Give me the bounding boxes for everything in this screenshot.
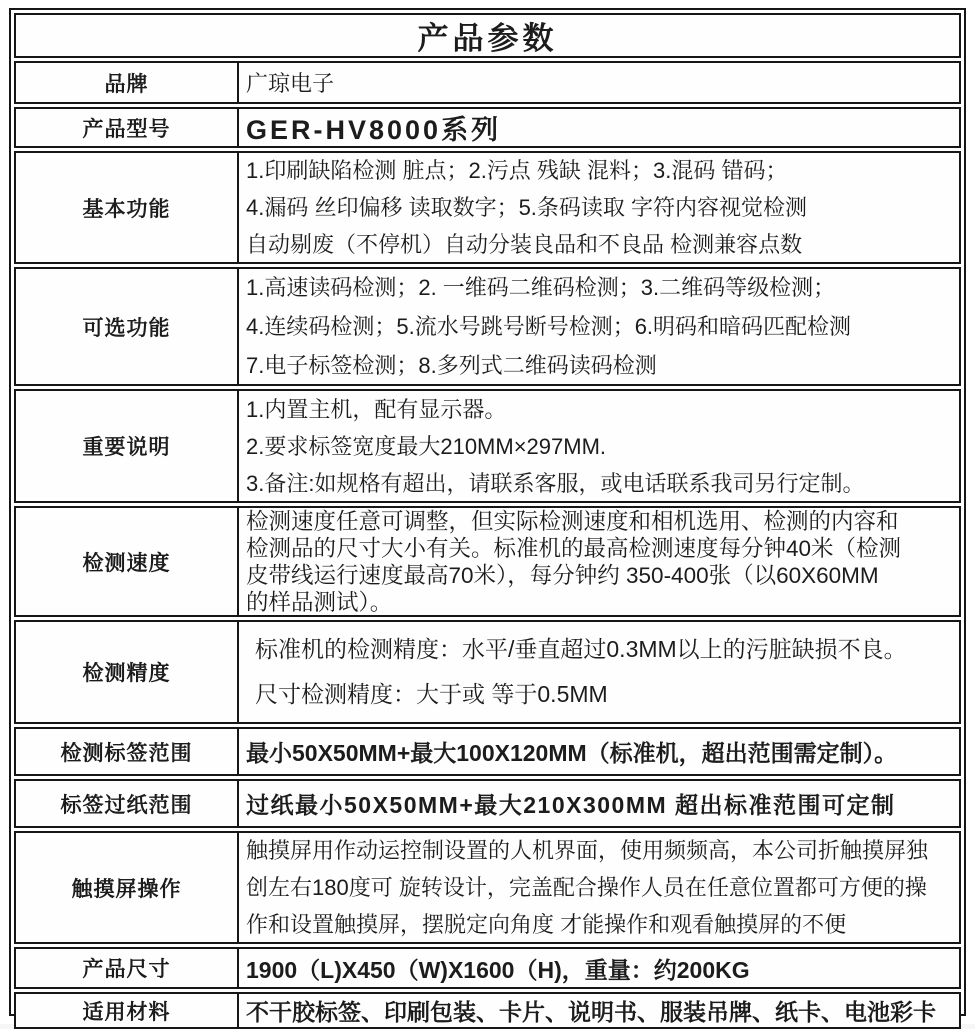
row-applicable-materials — [14, 992, 961, 1029]
row-brand — [14, 61, 961, 104]
row-optional-functions-content — [239, 269, 959, 384]
table-title-row — [14, 13, 961, 58]
row-applicable-materials-label: 适用材料 — [16, 994, 239, 1027]
row-label-detect-range — [14, 727, 961, 776]
row-label-detect-range-content — [239, 729, 959, 774]
row-touchscreen-operation-content — [239, 833, 959, 942]
row-detection-speed-label: 检测速度 — [16, 508, 239, 615]
row-important-notes — [14, 389, 961, 503]
row-paper-pass-range-content — [239, 781, 959, 826]
brand-value: 广琼电子 — [246, 71, 335, 96]
spec-table — [9, 8, 966, 1025]
important-notes-line-2: 2.要求标签宽度最大210MM×297MM. — [246, 433, 607, 459]
row-detection-speed-content — [239, 508, 959, 615]
detection-precision-line-1: 标准机的检测精度：水平/垂直超过0.3MM以上的污脏缺损不良。 — [255, 636, 907, 662]
paper-pass-range-value: 过纸最小50X50MM+最大210X300MM 超出标准范围可定制 — [246, 792, 896, 818]
row-important-notes-label: 重要说明 — [16, 391, 239, 501]
row-detection-precision-label: 检测精度 — [16, 622, 239, 722]
row-touchscreen-operation — [14, 831, 961, 944]
important-notes-line-1: 1.内置主机，配有显示器。 — [246, 396, 507, 422]
row-basic-functions-content — [239, 153, 959, 262]
table-title: 产品参数 — [417, 21, 558, 56]
touchscreen-operation-line-2: 创左右180度可 旋转设计，完盖配合操作人员在任意位置都可方便的操 — [246, 875, 927, 900]
detection-speed-line-2: 检测品的尺寸大小有关。标准机的最高检测速度每分钟40米（检测 — [246, 535, 902, 561]
label-detect-range-value: 最小50X50MM+最大100X120MM（标准机，超出范围需定制）。 — [246, 740, 898, 766]
applicable-materials-value: 不干胶标签、印刷包装、卡片、说明书、服装吊牌、纸卡、电池彩卡 — [246, 999, 936, 1025]
row-brand-content — [239, 63, 959, 102]
row-detection-speed — [14, 506, 961, 617]
optional-functions-line-3: 7.电子标签检测；8.多列式二维码读码检测 — [246, 353, 657, 378]
row-important-notes-content — [239, 391, 959, 501]
basic-functions-line-3: 自动剔废（不停机）自动分装良品和不良品 检测兼容点数 — [246, 232, 803, 257]
row-model-content — [239, 109, 959, 146]
basic-functions-line-1: 1.印刷缺陷检测 脏点；2.污点 残缺 混料；3.混码 错码； — [246, 158, 788, 183]
row-paper-pass-range-label: 标签过纸范围 — [16, 781, 239, 826]
row-optional-functions — [14, 267, 961, 386]
row-touchscreen-operation-label: 触摸屏操作 — [16, 833, 239, 942]
row-model-label: 产品型号 — [16, 109, 239, 146]
row-basic-functions-label: 基本功能 — [16, 153, 239, 262]
important-notes-line-3: 3.备注:如规格有超出，请联系客服，或电话联系我司另行定制。 — [246, 470, 865, 496]
basic-functions-line-2: 4.漏码 丝印偏移 读取数字；5.条码读取 字符内容视觉检测 — [246, 195, 808, 220]
row-brand-label: 品牌 — [16, 63, 239, 102]
row-label-detect-range-label: 检测标签范围 — [16, 729, 239, 774]
model-value: GER-HV8000系列 — [246, 115, 502, 145]
row-paper-pass-range — [14, 779, 961, 828]
product-size-value: 1900（L)X450（W)X1600（H)，重量：约200KG — [246, 956, 750, 983]
row-detection-precision — [14, 620, 961, 724]
row-detection-precision-content — [239, 622, 959, 722]
detection-speed-line-1: 检测速度任意可调整，但实际检测速度和相机选用、检测的内容和 — [246, 508, 899, 534]
row-model — [14, 107, 961, 148]
row-product-size-content — [239, 949, 959, 987]
touchscreen-operation-line-3: 作和设置触摸屏，摆脱定向角度 才能操作和观看触摸屏的不便 — [246, 912, 847, 937]
detection-precision-line-2: 尺寸检测精度：大于或 等于0.5MM — [255, 681, 608, 707]
row-optional-functions-label: 可选功能 — [16, 269, 239, 384]
row-basic-functions — [14, 151, 961, 264]
row-product-size — [14, 947, 961, 989]
row-applicable-materials-content — [239, 994, 959, 1027]
touchscreen-operation-line-1: 触摸屏用作动运控制设置的人机界面，使用频频高，本公司折触摸屏独 — [246, 838, 929, 863]
optional-functions-line-1: 1.高速读码检测；2. 一维码二维码检测；3.二维码等级检测； — [246, 275, 836, 300]
detection-speed-line-3: 皮带线运行速度最高70米），每分钟约 350-400张（以60X60MM — [246, 562, 879, 588]
optional-functions-line-2: 4.连续码检测；5.流水号跳号断号检测；6.明码和暗码匹配检测 — [246, 314, 852, 339]
detection-speed-line-4: 的样品测试）。 — [246, 589, 393, 615]
row-product-size-label: 产品尺寸 — [16, 949, 239, 987]
